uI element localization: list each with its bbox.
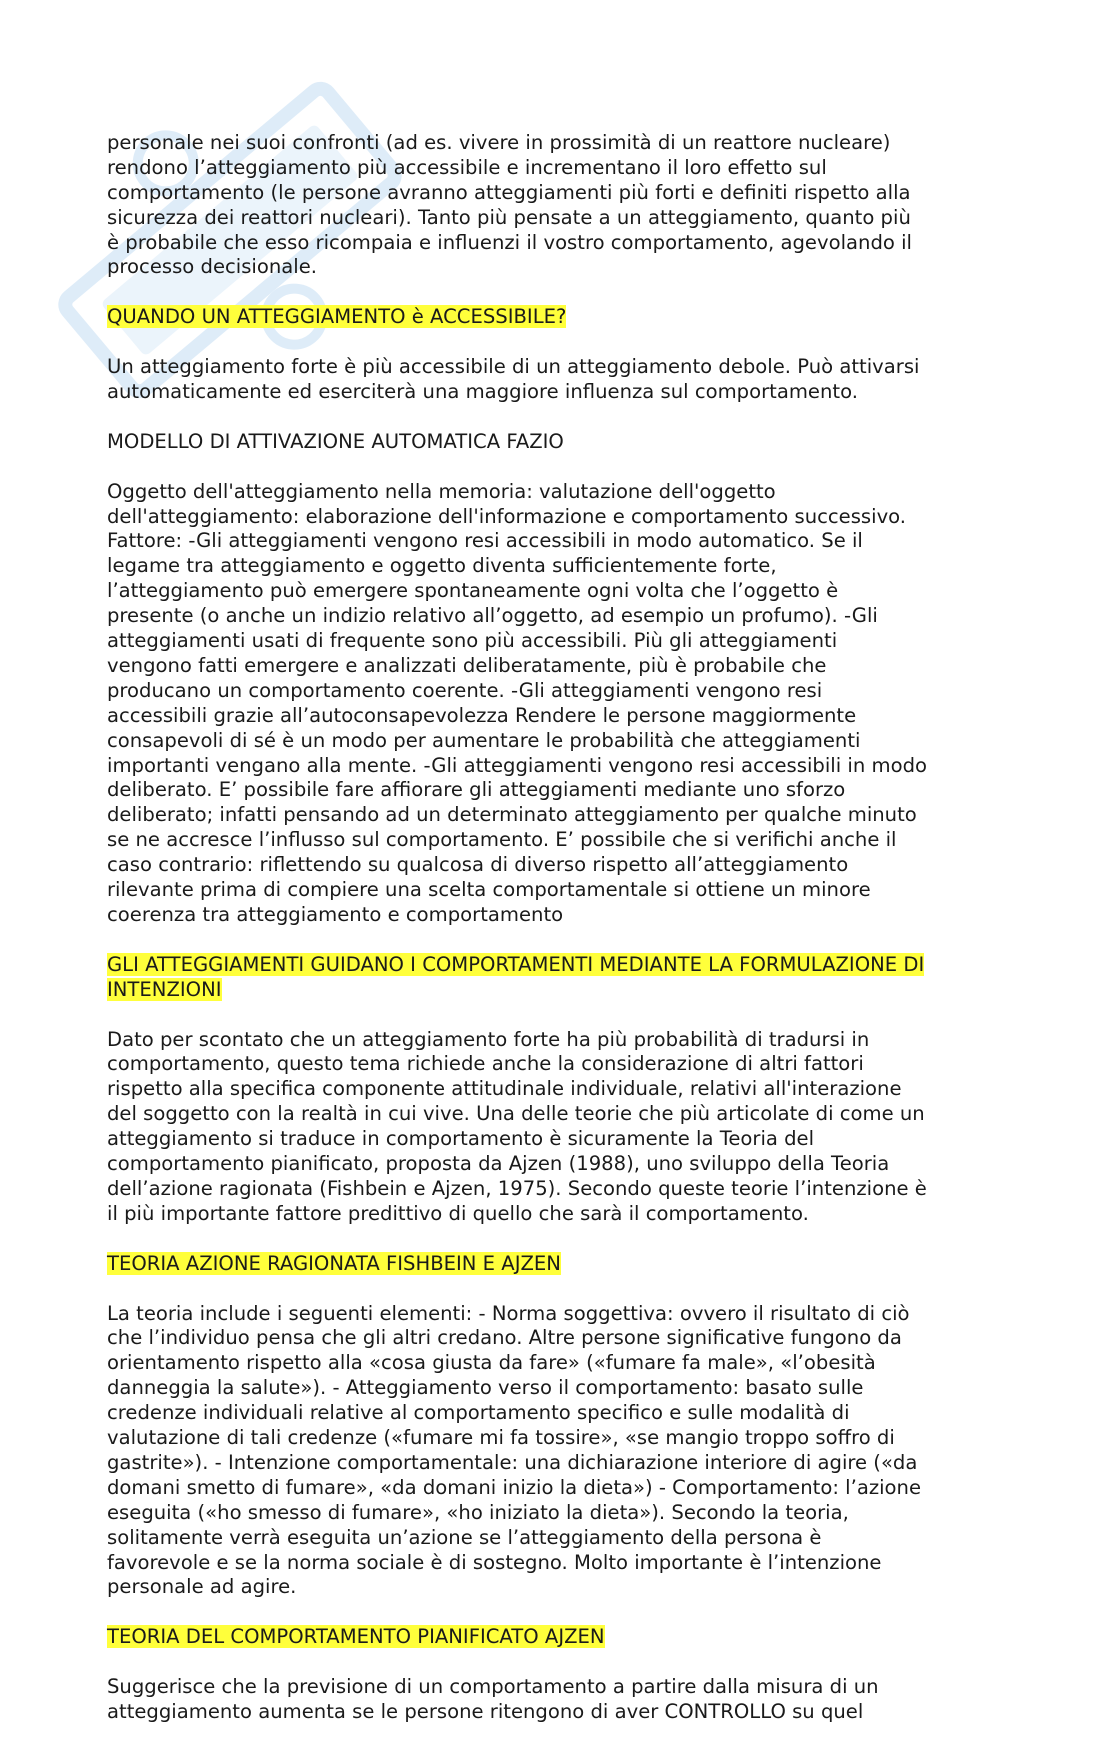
- section-heading: [107, 953, 1012, 1003]
- paragraph: Dato per scontato che un atteggiamento forte ha più probabilità di tradursi in comportamento, questo tema richiede anche la considerazione di altri fattori rispetto alla specifica componente attitudinale individuale, relativi all'interazione del soggetto con la realtà in cui vive. Una delle teorie che più articolate di come un atteggiamento si traduce in comportamento è sicuramente la Teoria del comportamento pianificato, proposta da Ajzen (1988), uno sviluppo della Teoria dell’azione ragionata (Fishbein e Ajzen, 1975). Secondo queste teorie l’intenzione è il più importante fattore predittivo di quello che sarà il comportamento.: [107, 1027, 927, 1225]
- paragraph: Oggetto dell'atteggiamento nella memoria: valutazione dell'oggetto dell'atteggiamento: elaborazione dell'informazione e comportamento successivo. Fattore: -Gli atteggiamenti vengono resi accessibili in modo automatico. Se il legame tra atteggiamento e oggetto diventa sufficientemente forte, l’atteggiamento può emergere spontaneamente ogni volta che l’oggetto è presente (o anche un indizio relativo all’oggetto, ad esempio un profumo). -Gli atteggiamenti usati di frequente sono più accessibili. Più gli atteggiamenti vengono fatti emergere e analizzati deliberatamente, più è probabile che producano un comportamento coerente. -Gli atteggiamenti vengono resi accessibili grazie all’autoconsapevolezza Rendere le persone maggiormente consapevoli di sé è un modo per aumentare le probabilità che atteggiamenti importanti vengano alla mente. -Gli atteggiamenti vengono resi accessibili in modo deliberato. E’ possibile fare affiorare gli atteggiamenti mediante uno sforzo deliberato; infatti pensando ad un determinato atteggiamento per qualche minuto se ne accresce l’influsso sul comportamento. E’ possibile che si verifichi anche il caso contrario: riflettendo su qualcosa di diverso rispetto all’atteggiamento rilevante prima di compiere una scelta comportamentale si ottiene un minore coerenza tra atteggiamento e comportamento: [107, 479, 928, 926]
- section-heading: [107, 305, 1012, 330]
- section-heading: MODELLO DI ATTIVAZIONE AUTOMATICA FAZIO: [107, 429, 564, 453]
- highlighted-heading-text: TEORIA DEL COMPORTAMENTO PIANIFICATO AJZEN: [107, 1625, 605, 1649]
- highlighted-heading-text: TEORIA AZIONE RAGIONATA FISHBEIN E AJZEN: [107, 1251, 561, 1275]
- section-heading: [107, 1252, 1012, 1277]
- paragraph: Un atteggiamento forte è più accessibile di un atteggiamento debole. Può attivarsi automaticamente ed eserciterà una maggiore influenza sul comportamento.: [107, 355, 920, 403]
- paragraph: Suggerisce che la previsione di un comportamento a partire dalla misura di un atteggiamento aumenta se le persone ritengono di aver CONTROLLO su quel: [107, 1675, 879, 1723]
- highlighted-heading-text: QUANDO UN ATTEGGIAMENTO è ACCESSIBILE?: [107, 305, 567, 329]
- highlighted-heading-text: GLI ATTEGGIAMENTI GUIDANO I COMPORTAMENTI MEDIANTE LA FORMULAZIONE DI INTENZIONI: [107, 952, 925, 1001]
- document-body: [107, 106, 1012, 1750]
- paragraph: La teoria include i seguenti elementi: - Norma soggettiva: ovvero il risultato di ciò che l’individuo pensa che gli altri credano. Altre persone significative fungono da orientamento rispetto alla «cosa giusta da fare» («fumare fa male», «l’obesità danneggia la salute»). - Atteggiamento verso il comportamento: basato sulle credenze individuali relative al comportamento specifico e sulle modalità di valutazione di tali credenze («fumare mi fa tossire», «se mangio troppo soffro di gastrite»). - Intenzione comportamentale: una dichiarazione interiore di agire («da domani smetto di fumare», «da domani inizio la dieta») - Comportamento: l’azione eseguita («ho smesso di fumare», «ho iniziato la dieta»). Secondo la teoria, solitamente verrà eseguita un’azione se l’atteggiamento della persona è favorevole e se la norma sociale è di sostegno. Molto importante è l’intenzione personale ad agire.: [107, 1301, 922, 1599]
- section-heading: [107, 1625, 1012, 1650]
- paragraph: personale nei suoi confronti (ad es. vivere in prossimità di un reattore nucleare) rendono l’atteggiamento più accessibile e incrementano il loro effetto sul comportamento (le persone avranno atteggiamenti più forti e definiti rispetto alla sicurezza dei reattori nucleari). Tanto più pensate a un atteggiamento, quanto più è probabile che esso ricompaia e influenzi il vostro comportamento, agevolando il processo decisionale.: [107, 130, 912, 279]
